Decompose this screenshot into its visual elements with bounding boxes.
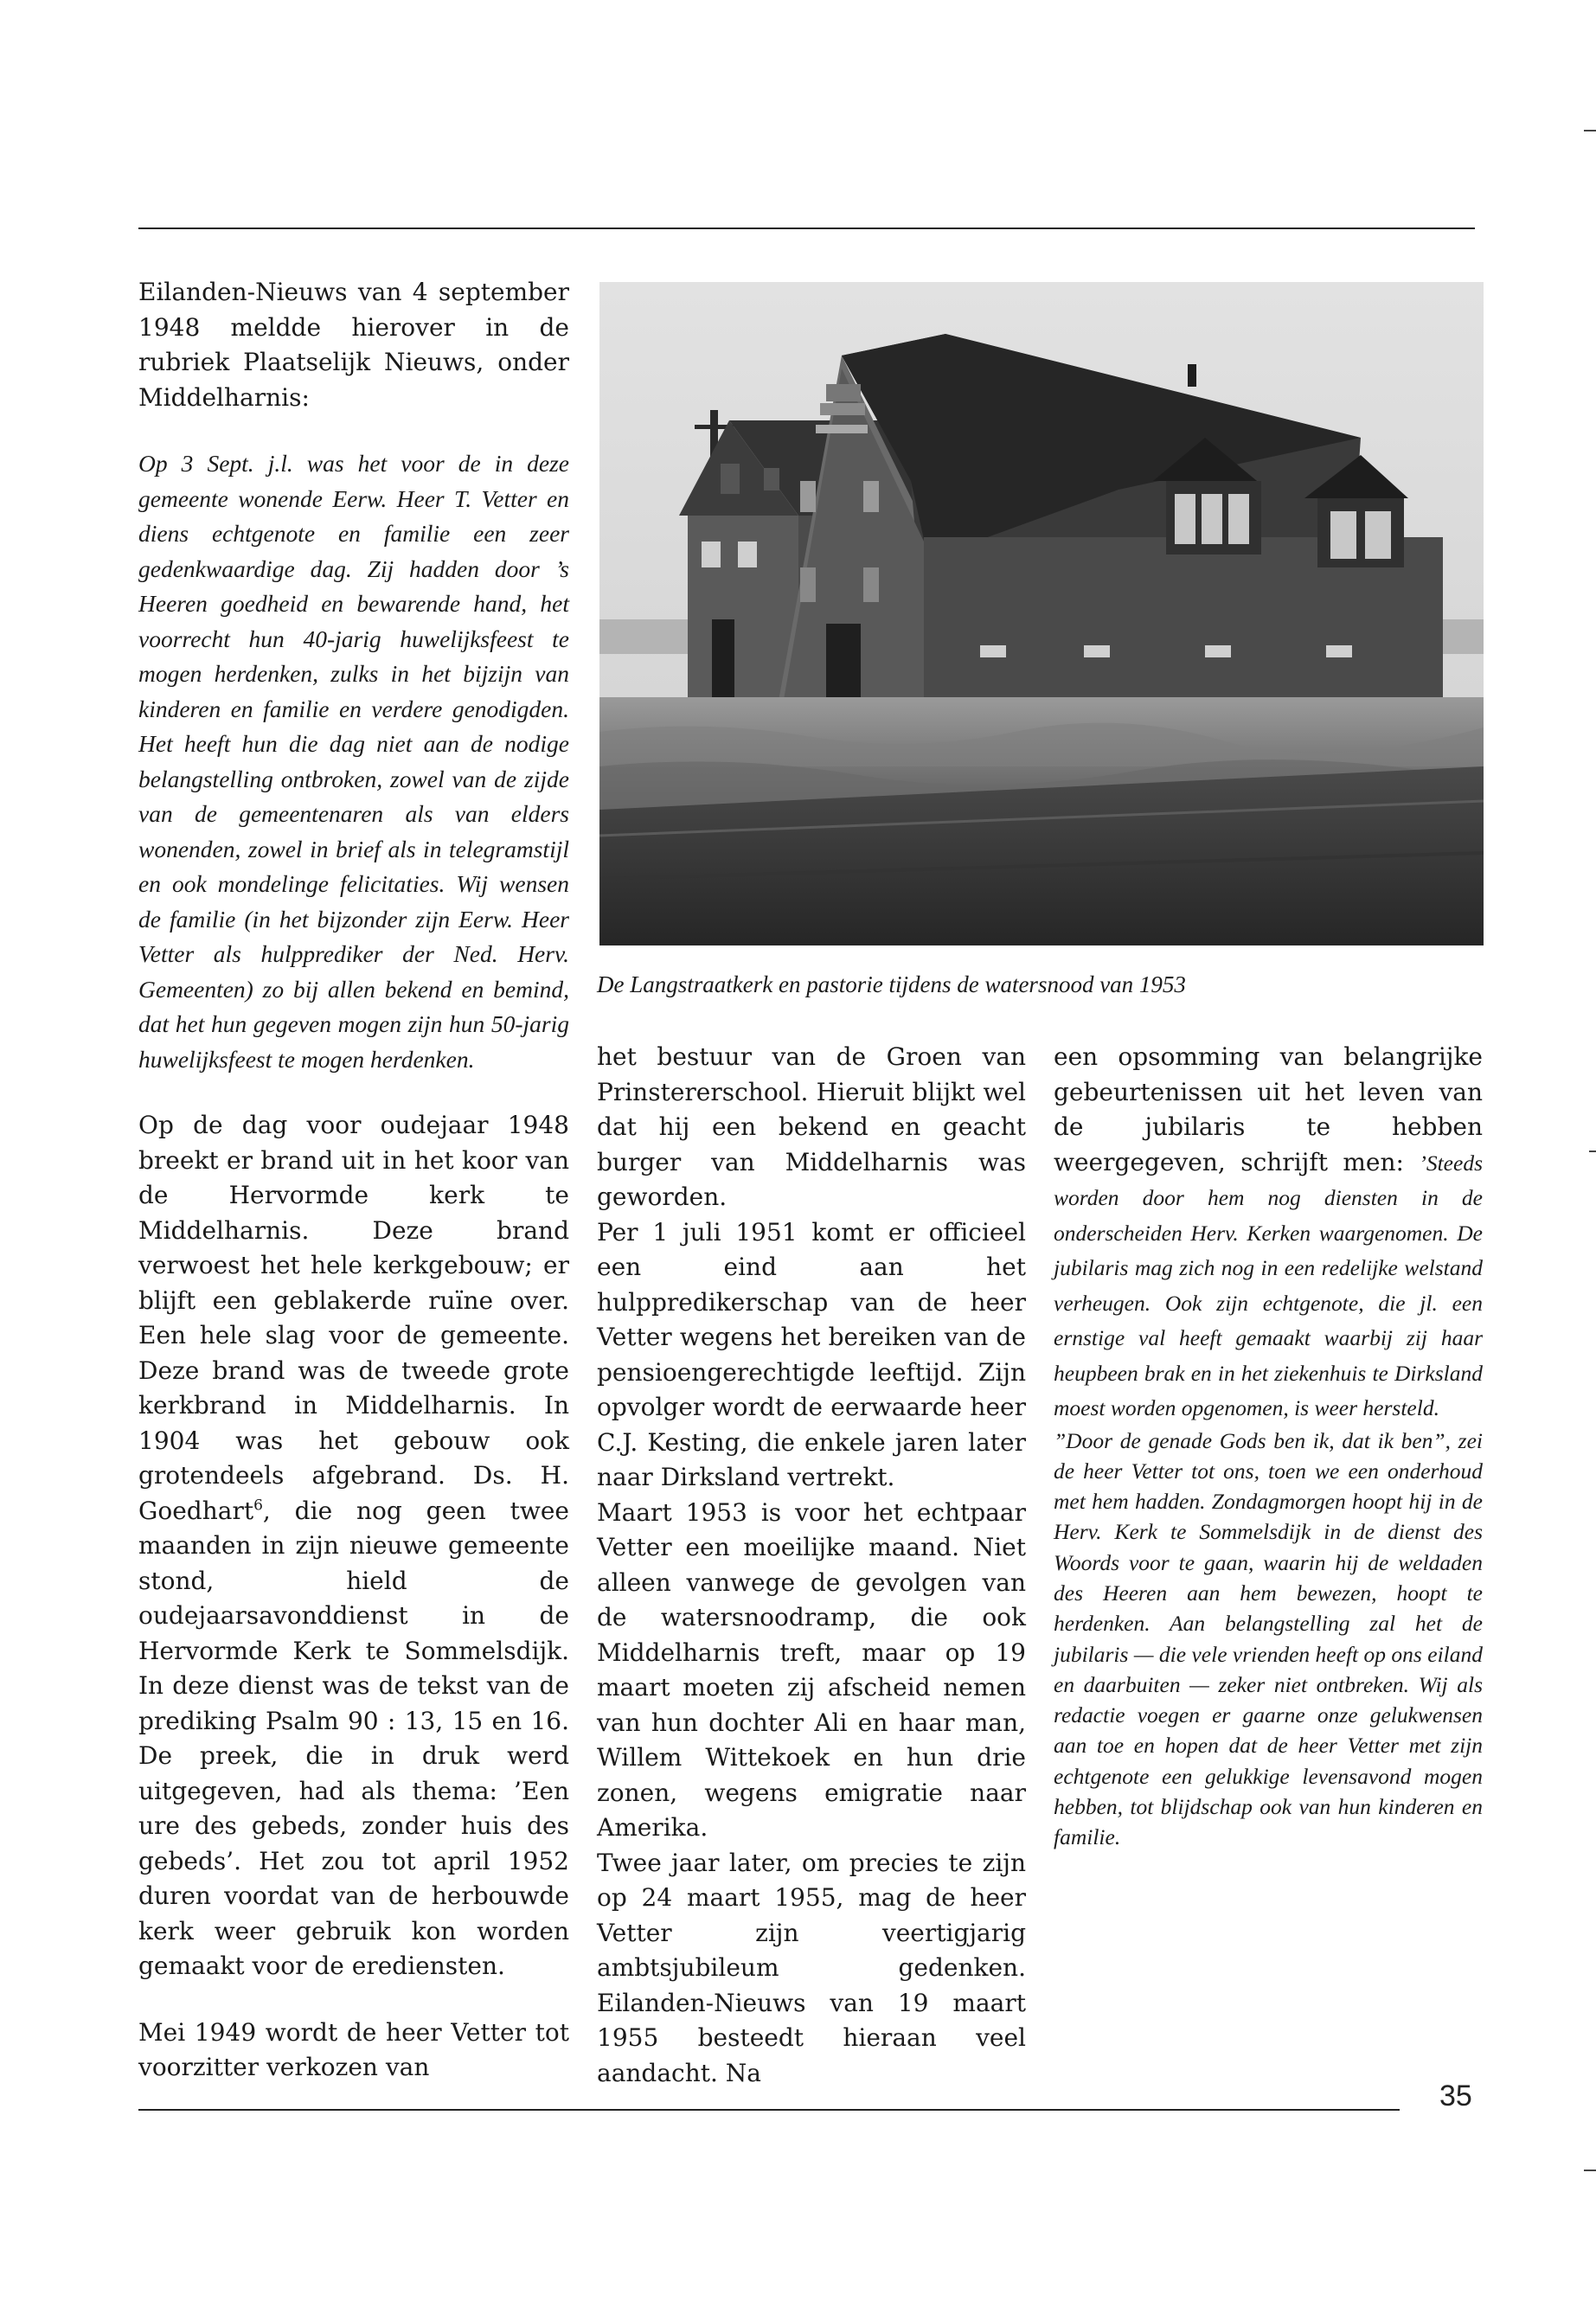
- newspaper-quote-1955-b: ”Door de genade Gods ben ik, dat ik ben”, zei de heer Vetter tot ons, toen we een onderhoud met hem hadden. Zondagmorgen hoopt hij in de Herv. Kerk te Sommelsdijk in de dienst des Woords voor te gaan, waarin hij de weldaden des Heeren aan hem bewezen, hoopt te herdenken. Aan belangstelling zal het de jubilaris — die vele vrienden heeft op ons eiland en daarbuiten — zeker niet ontbreken. Wij als redactie voegen er gaarne onze gelukwensen aan toe en hopen dat de heer Vetter met zijn echtgenote een gelukkige levensavond mogen hebben, tot blijdschap ook van hun kinderen en familie.: [1054, 1427, 1483, 1850]
- church-fire-paragraph: [138, 1108, 569, 1984]
- jubilee-summary-paragraph: [1054, 1040, 1483, 1426]
- page-number: 35: [1439, 2080, 1472, 2112]
- school-board-paragraph: het bestuur van de Groen van Prinstererschool. Hieruit blijkt wel dat hij een bekend en geacht burger van Middelharnis was geworden.: [597, 1042, 1026, 1211]
- left-column: [138, 275, 569, 2086]
- newspaper-quote-1948: Op 3 Sept. j.l. was het voor de in deze gemeente wonende Eerw. Heer T. Vetter en diens echtgenote en familie een zeer gedenkwaardige dag. Zij hadden door ’s Heeren goedheid en bewarende hand, het voorrecht hun 40-jarig huwelijksfeest te mogen herdenken, zulks in het bijzijn van kinderen en familie en verdere genodigden. Het heeft hun die dag niet aan de nodige belangstelling ontbroken, zowel van de zijde van de gemeentenaren als van elders wonenden, zowel in brief als in telegramstijl en ook mondelinge felicitaties. Wij wensen de familie (in het bijzonder zijn Eerw. Heer Vetter als hulpprediker der Ned. Herv. Gemeenten) zo bij allen bekend en bemind, dat het hun gegeven mogen zijn hun 50-jarig huwelijksfeest te mogen herdenken.: [138, 450, 569, 1073]
- jubilee-paragraph: Twee jaar later, om precies te zijn op 24 maart 1955, mag de heer Vetter zijn veertigjarig ambtsjubileum gedenken. Eilanden-Nieuws van 19 maart 1955 besteedt hieraan veel aandacht. Na: [597, 1848, 1026, 2087]
- photo-caption: De Langstraatkerk en pastorie tijdens de watersnood van 1953: [597, 971, 1186, 997]
- flood-church-photo: [599, 282, 1484, 945]
- photo-illustration: [599, 282, 1484, 945]
- intro-paragraph: Eilanden-Nieuws van 4 september 1948 meldde hierover in de rubriek Plaatselijk Nieuws, onder Middelharnis:: [138, 278, 569, 412]
- bottom-rule: [138, 2109, 1400, 2111]
- crop-mark-bottom: [1584, 2170, 1596, 2171]
- chairman-paragraph: Mei 1949 wordt de heer Vetter tot voorzitter verkozen van: [138, 2017, 569, 2081]
- middle-column: [597, 1040, 1026, 2091]
- crop-mark-top: [1584, 130, 1596, 131]
- footnote-ref: 6: [253, 1497, 263, 1515]
- crop-mark-mid: [1589, 1150, 1596, 1152]
- right-column: [1054, 1040, 1483, 1853]
- march-1953-paragraph: Maart 1953 is voor het echtpaar Vetter een moeilijke maand. Niet alleen vanwege de gevolgen van de watersnoodramp, die ook Middelharnis treft, maar op 19 maart moeten zij afscheid nemen van hun dochter Ali en haar man, Willem Wittekoek en hun drie zonen, wegens emigratie naar Amerika.: [597, 1497, 1026, 1842]
- newspaper-quote-1955-a: ’Steeds worden door hem nog diensten in de onderscheiden Herv. Kerken waargenomen. De jubilaris mag zich nog in een redelijke welstand verheugen. Ook zijn echtgenote, die jl. een ernstige val heeft gemaakt waarbij zij haar heupbeen brak en in het ziekenhuis te Dirksland moest worden opgenomen, is weer hersteld.: [1054, 1150, 1483, 1420]
- church-fire-text-b: , die nog geen twee maanden in zijn nieuwe gemeente stond, hield de oudejaarsavonddienst in de Hervormde Kerk te Sommelsdijk. In deze dienst was de tekst van de prediking Psalm 90 : 13, 15 en 16. De preek, die in druk werd uitgegeven, had als thema: ’Een ure des gebeds, zonder huis des gebeds’. Het zou tot april 1952 duren voordat van de herbouwde kerk weer gebruik kon worden gemaakt voor de erediensten.: [138, 1496, 569, 1980]
- top-rule: [138, 228, 1475, 229]
- church-fire-text-a: Op de dag voor oudejaar 1948 breekt er brand uit in het koor van de Hervormde kerk te Middelharnis. Deze brand verwoest het hele kerkgebouw; er blijft een geblakerde ruïne over. Een hele slag voor de gemeente. Deze brand was de tweede grote kerkbrand in Middelharnis. In 1904 was het gebouw ook grotendeels afgebrand. Ds. H. Goedhart: [138, 1111, 569, 1525]
- jubilee-summary-lead: een opsomming van belangrijke gebeurtenissen uit het leven van de jubilaris te hebben weergegeven, schrijft men:: [1054, 1042, 1483, 1176]
- retirement-paragraph: Per 1 juli 1951 komt er officieel een eind aan het hulppredikerschap van de heer Vetter wegens het bereiken van de pensioengerechtigde leeftijd. Zijn opvolger wordt de eerwaarde heer C.J. Kesting, die enkele jaren later naar Dirksland vertrekt.: [597, 1217, 1026, 1491]
